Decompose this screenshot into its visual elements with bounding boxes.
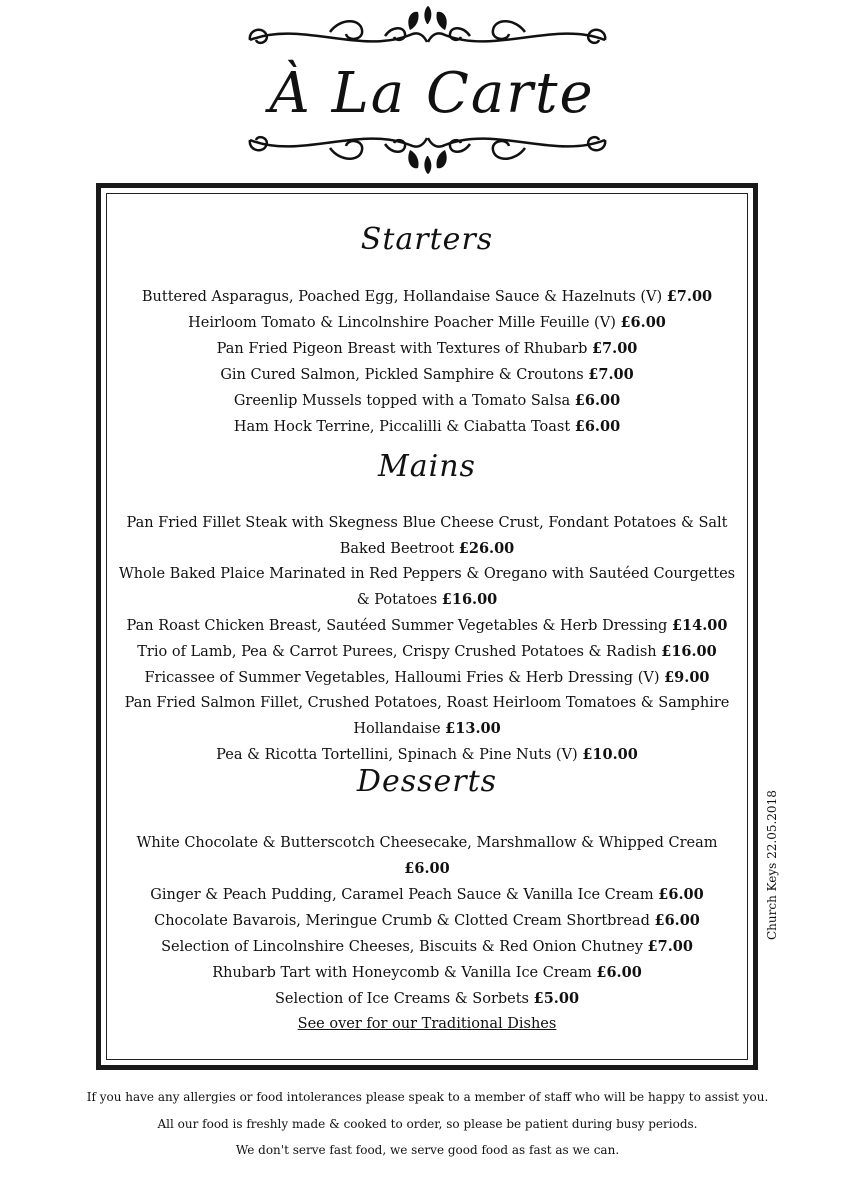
title-ornament — [0, 0, 855, 180]
bottom-flourish-icon — [250, 137, 605, 159]
list-item: Fricassee of Summer Vegetables, Halloumi Fries & Herb Dressing (V) £9.00 — [144, 669, 710, 686]
list-item: Selection of Lincolnshire Cheeses, Biscuits & Red Onion Chutney £7.00 — [161, 938, 693, 955]
see-over-note: See over for our Traditional Dishes — [297, 1016, 557, 1032]
mains-list — [107, 511, 747, 768]
list-item: Whole Baked Plaice Marinated in Red Peppers & Oregano with Sautéed Courgettes & Potatoes £16.00 — [118, 566, 736, 608]
list-item: Ham Hock Terrine, Piccalilli & Ciabatta Toast £6.00 — [233, 418, 621, 435]
menu-title: À La Carte — [269, 61, 595, 126]
menu-header — [0, 0, 855, 180]
top-flourish-icon — [250, 21, 605, 43]
list-item: Ginger & Peach Pudding, Caramel Peach Sauce & Vanilla Ice Cream £6.00 — [150, 886, 704, 903]
desserts-heading: Desserts — [356, 764, 498, 799]
list-item: Chocolate Bavarois, Meringue Crumb & Clotted Cream Shortbread £6.00 — [154, 912, 700, 929]
list-item: Buttered Asparagus, Poached Egg, Hollandaise Sauce & Hazelnuts (V) £7.00 — [141, 288, 713, 305]
menu-frame — [96, 183, 758, 1070]
footer-allergy-note: If you have any allergies or food intolerances please speak to a member of staff who will be happy to assist you. — [86, 1090, 769, 1104]
list-item: Selection of Ice Creams & Sorbets £5.00 — [274, 990, 580, 1007]
list-item: Gin Cured Salmon, Pickled Samphire & Croutons £7.00 — [220, 366, 634, 383]
bottom-leaves-icon — [408, 150, 446, 174]
list-item: Pea & Ricotta Tortellini, Spinach & Pine Nuts (V) £10.00 — [216, 746, 638, 763]
footer-fresh-note: All our food is freshly made & cooked to order, so please be patient during busy periods. — [157, 1117, 698, 1131]
list-item: Pan Fried Salmon Fillet, Crushed Potatoes, Roast Heirloom Tomatoes & Samphire Hollandaise £13.00 — [124, 695, 730, 737]
list-item: Pan Fried Pigeon Breast with Textures of Rhubarb £7.00 — [216, 340, 638, 357]
top-leaves-icon — [408, 6, 446, 30]
menu-frame-inner — [106, 193, 748, 1060]
starters-heading: Starters — [360, 222, 494, 257]
desserts-list — [107, 831, 747, 1012]
list-item: White Chocolate & Butterscotch Cheesecake, Marshmallow & Whipped Cream £6.00 — [136, 835, 718, 877]
footer-fast-food-note: We don't serve fast food, we serve good food as fast as we can. — [235, 1143, 620, 1157]
list-item: Pan Fried Fillet Steak with Skegness Blue Cheese Crust, Fondant Potatoes & Salt Baked Beetroot £26.00 — [126, 515, 728, 557]
side-note: Church Keys 22.05.2018 — [765, 790, 779, 940]
list-item: Heirloom Tomato & Lincolnshire Poacher Mille Feuille (V) £6.00 — [188, 314, 666, 331]
mains-heading: Mains — [378, 449, 476, 484]
list-item: Greenlip Mussels topped with a Tomato Salsa £6.00 — [233, 392, 621, 409]
list-item: Pan Roast Chicken Breast, Sautéed Summer Vegetables & Herb Dressing £14.00 — [126, 617, 728, 634]
list-item: Rhubarb Tart with Honeycomb & Vanilla Ice Cream £6.00 — [212, 964, 642, 981]
list-item: Trio of Lamb, Pea & Carrot Purees, Crispy Crushed Potatoes & Radish £16.00 — [137, 643, 717, 660]
starters-list — [107, 284, 747, 440]
